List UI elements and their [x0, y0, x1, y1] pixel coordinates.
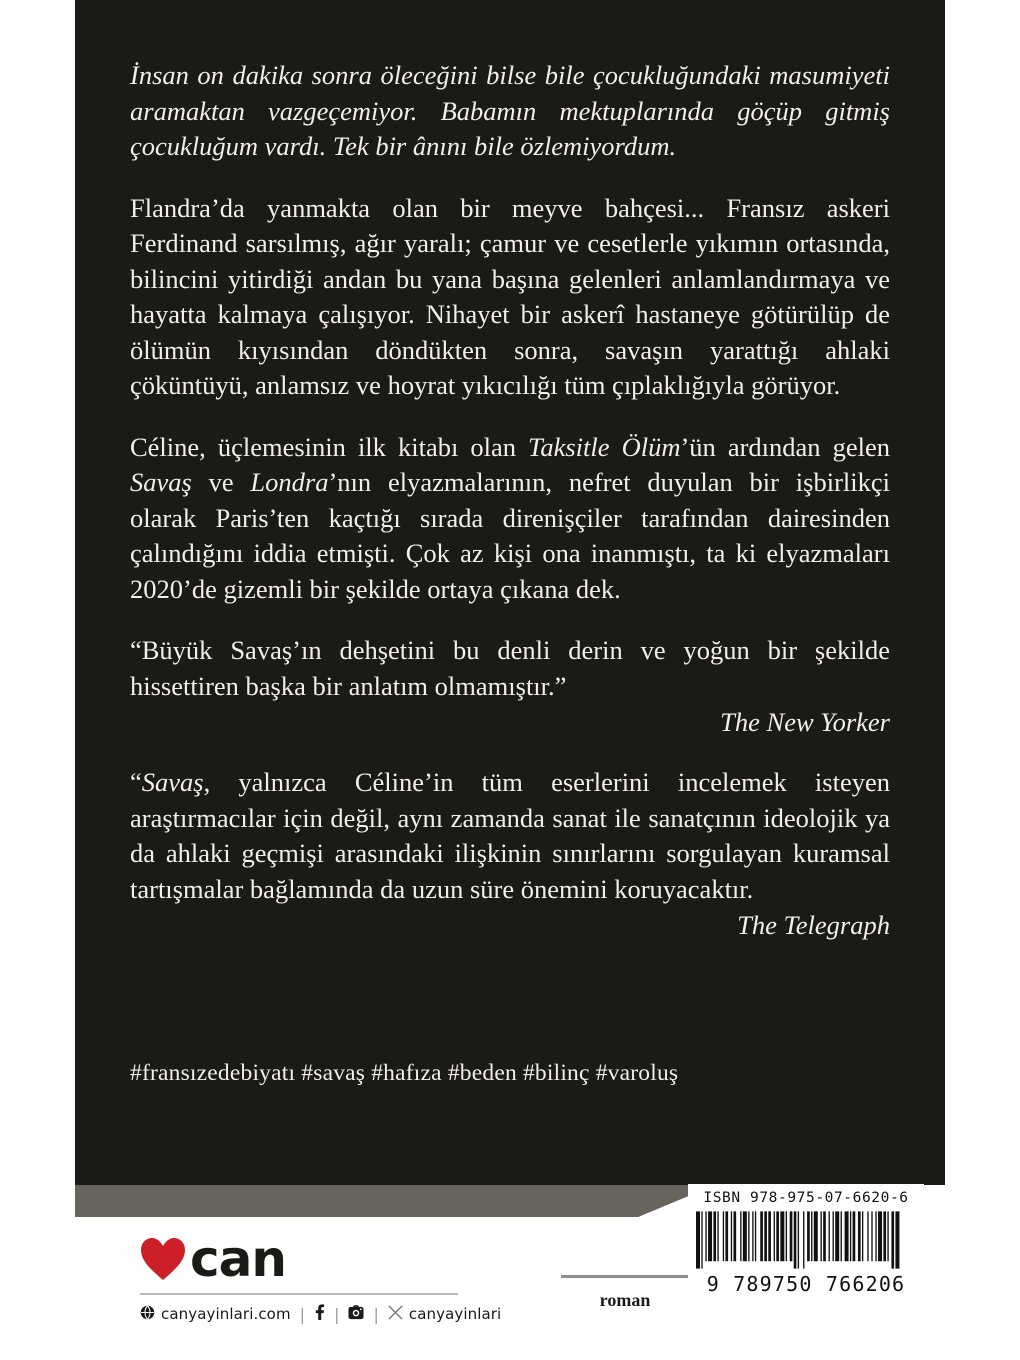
genre-label: roman [599, 1290, 651, 1310]
footer [0, 1190, 1020, 1360]
contact-separator-3: | [373, 1304, 379, 1324]
backstory-part-2: ’ün ardından gelen [680, 431, 890, 462]
press-quote-1-text: “Büyük Savaş’ın dehşetini bu denli derin ve yoğun bir şekilde hissettiren başka bir anlatım olmamıştır.” [130, 635, 890, 701]
barcode-block [688, 1184, 924, 1302]
publisher-contact-row [140, 1304, 502, 1324]
barcode-bars [696, 1209, 900, 1271]
synopsis-paragraph: Flandra’da yanmakta olan bir meyve bahçesi... Fransız askeri Ferdinand sarsılmış, ağır yaralı; çamur ve cesetlerle yıkımın ortasında, bilincini yitirdiği andan bu yana başına gelenleri anlamlandırmaya ve hayatta kalmaya çalışıyor. Nihayet bir askerî hastaneye götürülüp de ölümün kıyısından döndükten sonra, savaşın yarattığı ahlaki çöküntüyü, anlamsız ve hoyrat yıkıcılığı tüm çıplaklığıyla görüyor. [130, 192, 890, 400]
book-title-londra: Londra [250, 467, 329, 497]
ean-digits: 9 789750 766206 [706, 1272, 906, 1296]
footer-accent-band [75, 1185, 715, 1217]
press-quote-1-source: The New Yorker [720, 707, 890, 737]
globe-icon [140, 1305, 155, 1324]
press-quote-2-text [130, 765, 890, 907]
book-title-savas: Savaş [130, 467, 192, 497]
genre-divider [561, 1275, 689, 1278]
publisher-social-handle[interactable]: canyayinlari [408, 1305, 502, 1323]
publisher-wordmark: can [190, 1230, 286, 1288]
press-quote-2 [130, 765, 890, 942]
press-quote-1 [130, 633, 890, 739]
backstory-part-4: ’nın elyazmalarının, nefret duyulan bir işbirlikçi olarak Paris’ten kaçtığı sırada direnişçiler tarafından dairesinden çalındığını iddia etmişti. Çok az kişi ona inanmıştı, ta ki elyazmaları 2020’de gizemli bir şekilde ortaya çıkana dek. [130, 467, 890, 604]
publisher-block [140, 1230, 502, 1324]
book-back-cover-panel [75, 0, 945, 1185]
press-quote-2-source: The Telegraph [737, 910, 890, 940]
genre-block [545, 1275, 705, 1311]
book-title-taksitle-olum: Taksitle Ölüm [528, 431, 681, 462]
backstory-part-3: ve [191, 467, 251, 497]
publisher-website[interactable]: canyayinlari.com [161, 1305, 291, 1323]
x-twitter-icon[interactable] [388, 1305, 403, 1324]
press-quote-2-open-quote: “ [130, 767, 142, 797]
isbn-text: ISBN 978-975-07-6620-6 [703, 1190, 909, 1206]
publisher-divider [140, 1293, 458, 1295]
contact-separator-1: | [299, 1304, 306, 1324]
hashtag-line: #fransızedebiyatı #savaş #hafıza #beden #bilinç #varoluş [130, 1060, 679, 1086]
contact-separator-2: | [334, 1304, 340, 1324]
publisher-logo [140, 1230, 470, 1288]
blurb-text-block [130, 58, 890, 968]
facebook-icon[interactable] [314, 1304, 325, 1324]
heart-icon [140, 1237, 186, 1281]
backstory-paragraph [130, 430, 890, 608]
press-quote-2-body: , yalnızca Céline’in tüm eserlerini incelemek isteyen araştırmacılar için değil, aynı zamanda sanat ile sanatçının ideolojik ya da ahlaki geçmişi arasındaki ilişkinin sınırlarını sorgulayan kuramsal tartışmalar bağlamında da uzun süre önemini koruyacaktır. [130, 767, 890, 904]
epigraph-paragraph: İnsan on dakika sonra öleceğini bilse bile çocukluğundaki masumiyeti aramaktan vazgeçemiyor. Babamın mektuplarında göçüp gitmiş çocukluğum vardı. Tek bir ânını bile özlemiyordum. [130, 60, 890, 161]
instagram-icon[interactable] [348, 1305, 364, 1324]
press-quote-2-book-title: Savaş [141, 767, 204, 797]
backstory-part-1: Céline, üçlemesinin ilk kitabı olan [130, 431, 529, 462]
